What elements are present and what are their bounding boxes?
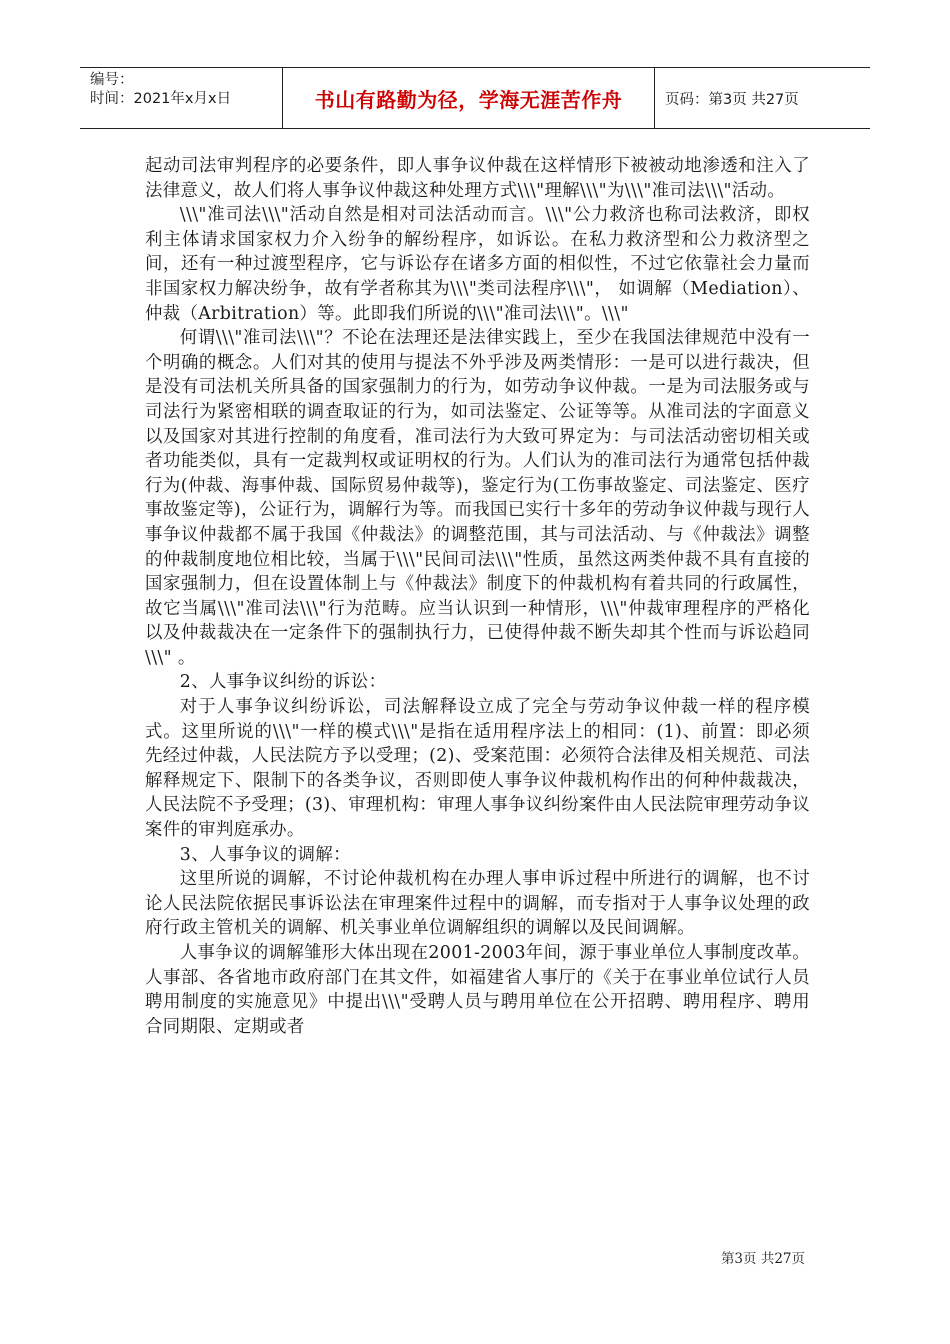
paragraph-5: 这里所说的调解，不讨论仲裁机构在办理人事申诉过程中所进行的调解，也不讨论人民法院依据民事诉讼法在审理案件过程中的调解，而专指对于人事争议处理的政府行政主管机关的调解、机关事业单位调解组织的调解以及民间调解。 <box>145 869 810 939</box>
page-footer: 第3页 共27页 <box>720 1251 805 1267</box>
header-page-info: 页码：第3页 共27页 <box>665 91 799 108</box>
header-motto: 书山有路勤为径，学海无涯苦作舟 <box>283 68 655 128</box>
document-body <box>145 154 810 1039</box>
paragraph-4: 对于人事争议纠纷诉讼，司法解释设立成了完全与劳动争议仲裁一样的程序模式。这里所说的\\\"一样的模式\\\"是指在适用程序法上的相同：(1)、前置：即必须先经过仲裁，人民法院方予以受理；(2)、受案范围：必须符合法律及相关规范、司法解释规定下、限制下的各类争议，否则即使人事争议仲裁机构作出的何种仲裁裁决，人民法院不予受理；(3)、审理机构：审理人事争议纠纷案件由人民法院审理劳动争议案件的审判庭承办。 <box>145 697 810 841</box>
paragraph-2: \\\"准司法\\\"活动自然是相对司法活动而言。\\\"公力救济也称司法救济，即权利主体请求国家权力介入纷争的解纷程序，如诉讼。在私力救济型和公力救济型之间，还有一种过渡型程序，它与诉讼存在诸多方面的相似性，不过它依靠社会力量而非国家权力解决纷争，故有学者称其为\\\"类司法程序\\\"， 如调解（Mediation）、仲裁（Arbitration）等。此即我们所说的\\\"准司法\\\"。\\\" <box>145 205 810 324</box>
header-meta <box>80 68 283 128</box>
time-label: 时间：2021年x月x日 <box>90 91 232 107</box>
page-header <box>80 67 870 129</box>
section-heading-3: 3、人事争议的调解： <box>179 844 351 865</box>
section-heading-2: 2、人事争议纠纷的诉讼： <box>179 672 387 693</box>
number-label: 编号： <box>90 72 134 88</box>
paragraph-6: 人事争议的调解雏形大体出现在2001-2003年间，源于事业单位人事制度改革。人事部、各省地市政府部门在其文件，如福建省人事厅的《关于在事业单位试行人员聘用制度的实施意见》中提出\\\"受聘人员与聘用单位在公开招聘、聘用程序、聘用合同期限、定期或者 <box>145 943 810 1037</box>
paragraph-1: 起动司法审判程序的必要条件，即人事争议仲裁在这样情形下被被动地渗透和注入了法律意义，故人们将人事争议仲裁这种处理方式\\\"理解\\\"为\\\"准司法\\\"活动。 <box>145 156 810 201</box>
paragraph-3: 何谓\\\"准司法\\\"？不论在法理还是法律实践上，至少在我国法律规范中没有一个明确的概念。人们对其的使用与提法不外乎涉及两类情形：一是可以进行裁决，但是没有司法机关所具备的国家强制力的行为，如劳动争议仲裁。一是为司法服务或与司法行为紧密相联的调查取证的行为，如司法鉴定、公证等等。从准司法的字面意义以及国家对其进行控制的角度看，准司法行为大致可界定为：与司法活动密切相关或者功能类似，具有一定裁判权或证明权的行为。人们认为的准司法行为通常包括仲裁行为(仲裁、海事仲裁、国际贸易仲裁等)，鉴定行为(工伤事故鉴定、司法鉴定、医疗事故鉴定等)，公证行为，调解行为等。而我国已实行十多年的劳动争议仲裁与现行人事争议仲裁都不属于我国《仲裁法》的调整范围，其与司法活动、与《仲裁法》调整的仲裁制度地位相比较，当属于\\\"民间司法\\\"性质，虽然这两类仲裁不具有直接的国家强制力，但在设置体制上与《仲裁法》制度下的仲裁机构有着共同的行政属性，故它当属\\\"准司法\\\"行为范畴。应当认识到一种情形，\\\"仲裁审理程序的严格化以及仲裁裁决在一定条件下的强制执行力，已使得仲裁不断失却其个性而与诉讼趋同\\\" 。 <box>145 328 810 668</box>
